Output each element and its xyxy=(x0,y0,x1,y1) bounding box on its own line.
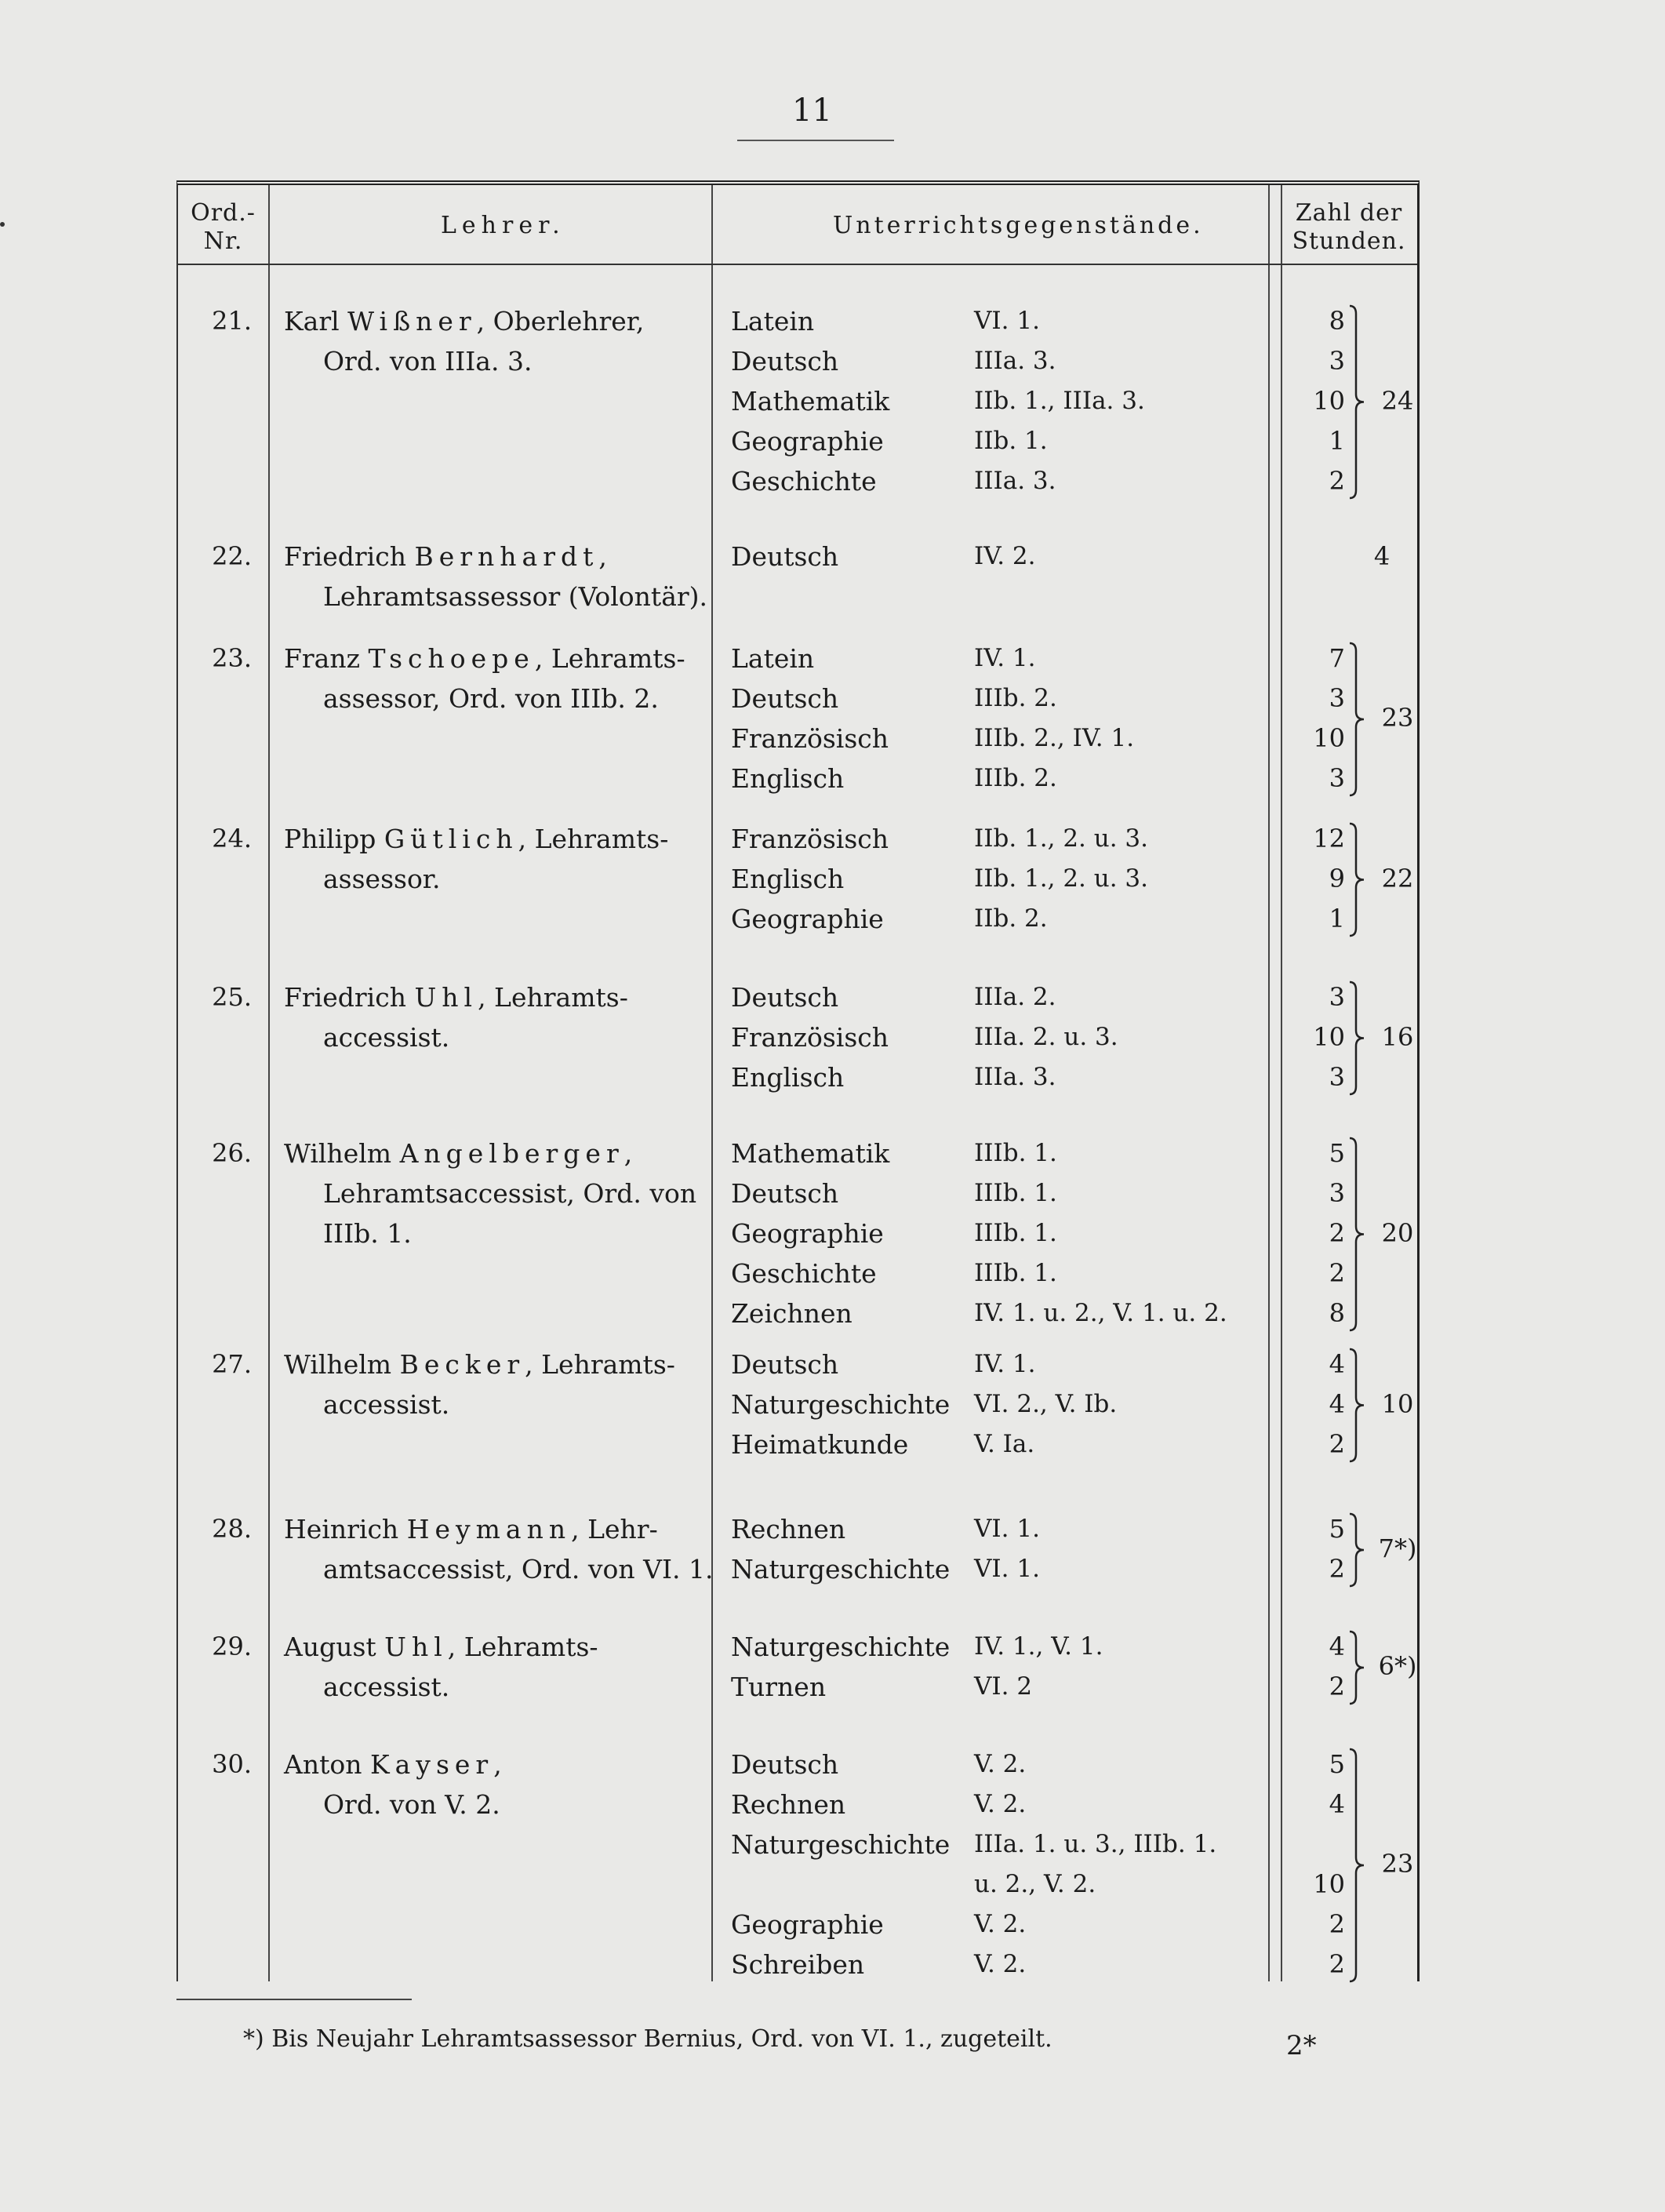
subject-item: Naturgeschichte xyxy=(731,1554,951,1584)
class-item: IV. 1. xyxy=(974,644,1036,672)
hours-item: 2 xyxy=(1329,1258,1345,1288)
class-item: IV. 1. xyxy=(974,1350,1036,1378)
hours-item: 1 xyxy=(1329,426,1345,456)
class-item: VI. 1. xyxy=(974,307,1040,335)
grouping-brace xyxy=(1348,1748,1365,1983)
hours-item: 2 xyxy=(1329,1429,1345,1459)
row-number: 27. xyxy=(212,1349,252,1379)
teacher-title: , Lehramts- xyxy=(518,824,669,854)
brace-path xyxy=(1350,824,1364,936)
teacher-surname: Uhl xyxy=(414,982,478,1013)
brace-path xyxy=(1350,306,1364,498)
class-item: IIIb. 2. xyxy=(974,684,1057,712)
teacher-name: Philipp xyxy=(284,824,376,854)
class-item: IIIa. 3. xyxy=(974,347,1056,375)
teacher-name: Franz xyxy=(284,643,360,674)
grouping-brace xyxy=(1348,642,1365,797)
subject-item: Französisch xyxy=(731,723,889,754)
subject-item: Deutsch xyxy=(731,541,839,572)
class-item: VI. 1. xyxy=(974,1555,1040,1583)
teacher-schedule-table xyxy=(176,180,1420,1981)
teacher-title: , Lehramts- xyxy=(525,1349,675,1380)
brace-path xyxy=(1350,1138,1364,1330)
class-item: V. 2. xyxy=(974,1790,1027,1818)
subject-item: Englisch xyxy=(731,763,845,794)
row-number: 26. xyxy=(212,1138,252,1168)
subject-item: Mathematik xyxy=(731,1138,890,1169)
class-item: VI. 1. xyxy=(974,1515,1040,1543)
subject-item: Deutsch xyxy=(731,346,839,377)
row-number: 25. xyxy=(212,982,252,1012)
hours-list xyxy=(1284,977,1345,1097)
hours-item: 10 xyxy=(1313,1869,1345,1899)
row-number: 22. xyxy=(212,541,252,571)
hours-item: 10 xyxy=(1313,723,1345,753)
page-number: 11 xyxy=(792,93,832,129)
teacher-line: assessor, Ord. von IIIb. 2. xyxy=(323,683,659,714)
teacher-line: accessist. xyxy=(323,1672,450,1702)
header-nr-line1: Ord.- xyxy=(191,199,256,227)
teacher-line: Ord. von V. 2. xyxy=(323,1789,500,1820)
grouping-brace xyxy=(1348,980,1365,1096)
class-item: IV. 1., V. 1. xyxy=(974,1632,1103,1661)
class-item: IIIb. 1. xyxy=(974,1259,1057,1287)
class-item: IIIa. 2. xyxy=(974,983,1056,1011)
footnote-rule xyxy=(176,1999,412,2000)
grouping-brace xyxy=(1348,1348,1365,1463)
hours-item: 4 xyxy=(1329,1389,1345,1419)
teacher-title: , Lehramts- xyxy=(447,1632,598,1662)
hours-list xyxy=(1284,1509,1345,1589)
subject-item: Naturgeschichte xyxy=(731,1829,951,1860)
subject-item: Rechnen xyxy=(731,1514,846,1544)
class-item: IIIb. 2., IV. 1. xyxy=(974,724,1135,752)
teacher-title: , Lehr- xyxy=(571,1514,658,1544)
class-item: IIIa. 3. xyxy=(974,467,1056,495)
subject-item: Französisch xyxy=(731,824,889,854)
teacher-title: , xyxy=(623,1138,633,1169)
subject-item: Deutsch xyxy=(731,1749,839,1780)
teacher-name: August xyxy=(284,1632,376,1662)
class-item: IIb. 2. xyxy=(974,904,1048,933)
column-divider-teacher xyxy=(711,185,713,1981)
teacher-name: Wilhelm xyxy=(284,1349,392,1380)
sheet-signature: 2* xyxy=(1286,2030,1317,2061)
hours-item: 1 xyxy=(1329,904,1345,933)
class-item: u. 2., V. 2. xyxy=(974,1870,1096,1898)
teacher-name: Friedrich xyxy=(284,982,406,1013)
teacher-surname: Angelberger xyxy=(399,1138,624,1169)
brace-path xyxy=(1350,1749,1364,1981)
total-hours: 16 xyxy=(1381,1021,1414,1052)
hours-item: 3 xyxy=(1329,1178,1345,1208)
hours-item: 3 xyxy=(1329,763,1345,793)
subject-item: Deutsch xyxy=(731,683,839,714)
hours-item: 5 xyxy=(1329,1514,1345,1544)
grouping-brace xyxy=(1348,822,1365,937)
subject-item: Geographie xyxy=(731,1909,884,1940)
teacher-surname: Gütlich xyxy=(384,824,518,854)
hours-item: 10 xyxy=(1313,1022,1345,1052)
row-number: 24. xyxy=(212,824,252,853)
class-item: IIIb. 1. xyxy=(974,1139,1057,1167)
teacher-title: , xyxy=(598,541,607,572)
teacher-title: , Oberlehrer, xyxy=(476,306,645,337)
teacher-surname: Bernhardt xyxy=(414,541,599,572)
subject-item: Latein xyxy=(731,643,815,674)
hours-list xyxy=(1284,301,1345,501)
hours-item: 3 xyxy=(1329,982,1345,1012)
subject-item: Heimatkunde xyxy=(731,1429,909,1460)
header-rule xyxy=(178,264,1417,265)
row-number: 28. xyxy=(212,1514,252,1544)
teacher-name: Heinrich xyxy=(284,1514,399,1544)
header-hours xyxy=(1281,199,1417,256)
class-item: V. Ia. xyxy=(974,1430,1035,1458)
header-nr-line2: Nr. xyxy=(203,227,243,255)
hours-item: 9 xyxy=(1329,864,1345,893)
class-item: IIIb. 2. xyxy=(974,764,1057,792)
class-item: IV. 2. xyxy=(974,542,1036,570)
class-item: IIb. 1., IIIa. 3. xyxy=(974,387,1145,415)
subject-item: Schreiben xyxy=(731,1949,865,1980)
footnote: *) Bis Neujahr Lehramtsassessor Bernius, Ord. von VI. 1., zugeteilt. xyxy=(243,2025,1052,2053)
teacher-name: Friedrich xyxy=(284,541,406,572)
class-item: IIIb. 1. xyxy=(974,1219,1057,1247)
subject-item: Englisch xyxy=(731,864,845,894)
hours-item: 3 xyxy=(1329,1062,1345,1092)
class-item: IV. 1. u. 2., V. 1. u. 2. xyxy=(974,1299,1227,1327)
total-hours: 4 xyxy=(1373,541,1391,571)
subject-item: Französisch xyxy=(731,1022,889,1053)
total-hours: 10 xyxy=(1381,1388,1414,1419)
header-teacher: Lehrer. xyxy=(441,212,565,239)
header-subjects: Unterrichtsgegenstände. xyxy=(833,212,1204,239)
teacher-line: accessist. xyxy=(323,1389,450,1420)
class-item: IIIb. 1. xyxy=(974,1179,1057,1207)
hours-item xyxy=(1284,537,1345,577)
hours-item: 8 xyxy=(1329,1298,1345,1328)
hours-item: 4 xyxy=(1329,1632,1345,1661)
subject-item: Naturgeschichte xyxy=(731,1389,951,1420)
subject-item: Turnen xyxy=(731,1672,827,1702)
row-number: 23. xyxy=(212,643,252,673)
teacher-line: IIIb. 1. xyxy=(323,1218,412,1249)
hours-list xyxy=(1284,1133,1345,1333)
teacher-line: Lehramtsassessor (Volontär). xyxy=(323,581,708,612)
subject-item: Geschichte xyxy=(731,466,877,497)
brace-path xyxy=(1350,1349,1364,1461)
brace-path xyxy=(1350,1632,1364,1704)
hours-list xyxy=(1284,1744,1345,1985)
total-hours: 24 xyxy=(1381,385,1414,416)
subject-item: Mathematik xyxy=(731,386,890,417)
header-hours-line2: Stunden. xyxy=(1292,227,1406,255)
class-item: V. 2. xyxy=(974,1750,1027,1778)
hours-item: 5 xyxy=(1329,1749,1345,1779)
teacher-surname: Becker xyxy=(399,1349,525,1380)
column-divider-nr xyxy=(268,185,270,1981)
teacher-surname: Uhl xyxy=(384,1632,448,1662)
page-number-rule xyxy=(737,140,894,141)
header-nr xyxy=(178,199,268,256)
teacher-line: Ord. von IIIa. 3. xyxy=(323,346,533,377)
subject-item: Naturgeschichte xyxy=(731,1632,951,1662)
subject-item: Geographie xyxy=(731,904,884,934)
subject-item: Zeichnen xyxy=(731,1298,852,1329)
hours-item: 2 xyxy=(1329,1949,1345,1979)
stray-mark xyxy=(0,222,5,227)
teacher-name: Karl xyxy=(284,306,340,337)
hours-list xyxy=(1284,638,1345,799)
class-item: IIIa. 1. u. 3., IIIb. 1. xyxy=(974,1830,1217,1858)
hours-item: 2 xyxy=(1329,1554,1345,1584)
hours-item: 2 xyxy=(1329,1218,1345,1248)
subject-item: Englisch xyxy=(731,1062,845,1093)
row-number: 29. xyxy=(212,1632,252,1661)
class-item: IIIa. 2. u. 3. xyxy=(974,1023,1118,1051)
teacher-title: , xyxy=(493,1749,502,1780)
hours-item: 8 xyxy=(1329,306,1345,336)
grouping-brace xyxy=(1348,1512,1365,1588)
hours-list xyxy=(1284,1344,1345,1464)
teacher-surname: Wißner xyxy=(347,306,477,337)
teacher-line: assessor. xyxy=(323,864,441,894)
hours-item: 4 xyxy=(1329,1349,1345,1379)
teacher-line: Lehramtsaccessist, Ord. von xyxy=(323,1178,697,1209)
hours-item xyxy=(1284,1825,1345,1865)
class-item: IIIa. 3. xyxy=(974,1063,1056,1091)
subject-item: Latein xyxy=(731,306,815,337)
hours-item: 2 xyxy=(1329,466,1345,496)
hours-item: 3 xyxy=(1329,683,1345,713)
teacher-title: , Lehramts- xyxy=(478,982,628,1013)
brace-path xyxy=(1350,1514,1364,1586)
grouping-brace xyxy=(1348,1630,1365,1705)
subject-item: Deutsch xyxy=(731,1349,839,1380)
teacher-title: , Lehramts- xyxy=(534,643,685,674)
hours-list xyxy=(1284,1627,1345,1707)
teacher-surname: Tschoepe xyxy=(368,643,535,674)
teacher-surname: Heymann xyxy=(406,1514,572,1544)
total-hours: 23 xyxy=(1381,703,1414,733)
subject-item: Geschichte xyxy=(731,1258,877,1289)
header-hours-line1: Zahl der xyxy=(1295,199,1403,227)
hours-list xyxy=(1284,819,1345,939)
subject-item: Rechnen xyxy=(731,1789,846,1820)
grouping-brace xyxy=(1348,1137,1365,1332)
grouping-brace xyxy=(1348,304,1365,500)
total-hours: 7*) xyxy=(1378,1533,1417,1563)
class-item: V. 2. xyxy=(974,1910,1027,1938)
teacher-line: accessist. xyxy=(323,1022,450,1053)
total-hours: 23 xyxy=(1381,1849,1414,1879)
hours-item: 7 xyxy=(1329,643,1345,673)
total-hours: 6*) xyxy=(1378,1651,1417,1681)
hours-item: 5 xyxy=(1329,1138,1345,1168)
subject-item: Geographie xyxy=(731,426,884,457)
hours-item: 2 xyxy=(1329,1672,1345,1701)
subject-item: Deutsch xyxy=(731,982,839,1013)
brace-path xyxy=(1350,643,1364,795)
hours-item: 4 xyxy=(1329,1789,1345,1819)
brace-path xyxy=(1350,982,1364,1094)
teacher-surname: Kayser xyxy=(369,1749,494,1780)
hours-item: 3 xyxy=(1329,346,1345,376)
total-hours: 20 xyxy=(1381,1217,1414,1248)
class-item: VI. 2., V. Ib. xyxy=(974,1390,1118,1418)
total-hours: 22 xyxy=(1381,863,1414,893)
class-item: IIb. 1. xyxy=(974,427,1048,455)
row-number: 21. xyxy=(212,306,252,336)
class-item: V. 2. xyxy=(974,1950,1027,1978)
class-item: IIb. 1., 2. u. 3. xyxy=(974,824,1149,853)
class-item: VI. 2 xyxy=(974,1672,1033,1701)
hours-item: 10 xyxy=(1313,386,1345,416)
row-number: 30. xyxy=(212,1749,252,1779)
hours-list xyxy=(1284,537,1345,577)
subject-item: Deutsch xyxy=(731,1178,839,1209)
teacher-name: Anton xyxy=(284,1749,362,1780)
class-item: IIb. 1., 2. u. 3. xyxy=(974,864,1149,893)
hours-item: 2 xyxy=(1329,1909,1345,1939)
teacher-line: amtsaccessist, Ord. von VI. 1. xyxy=(323,1554,714,1584)
teacher-name: Wilhelm xyxy=(284,1138,392,1169)
hours-item: 12 xyxy=(1313,824,1345,853)
subject-item: Geographie xyxy=(731,1218,884,1249)
